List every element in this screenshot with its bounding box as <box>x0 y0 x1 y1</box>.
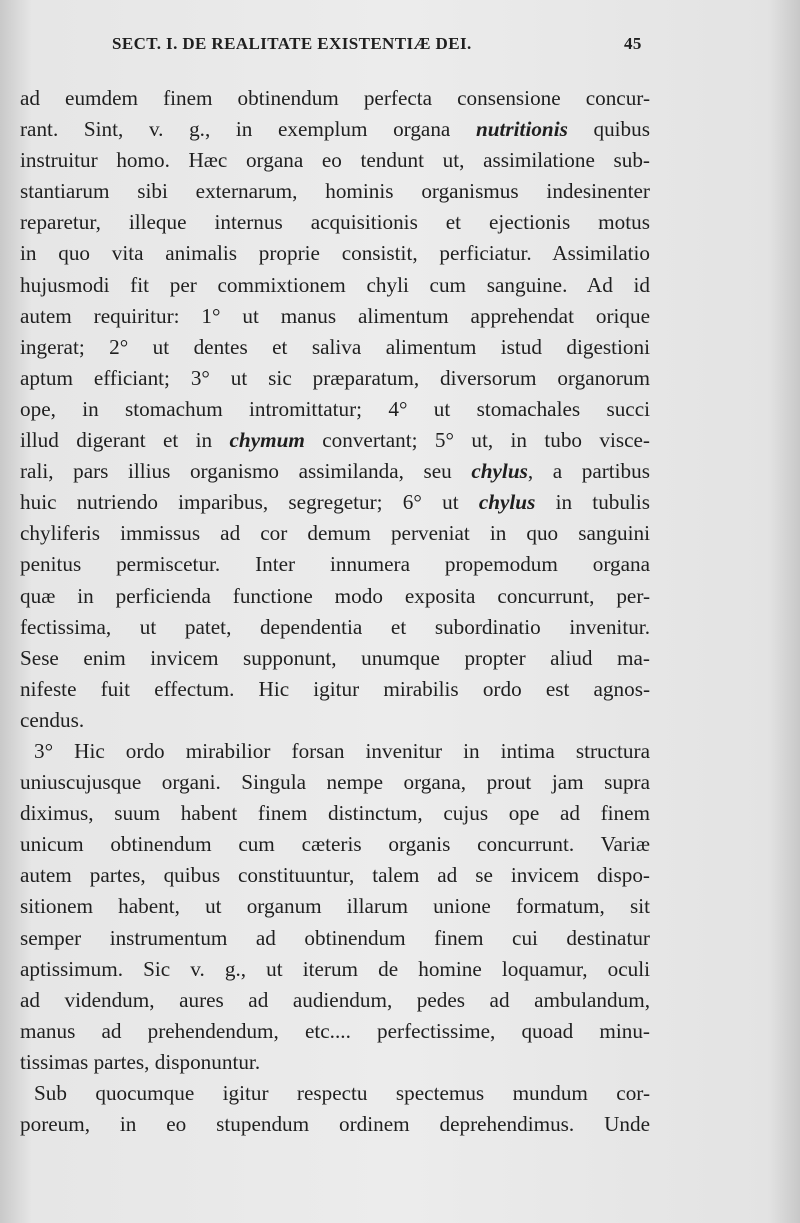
text-line: tissimas partes, disponuntur. <box>20 1049 261 1074</box>
text-line: Sub quocumque igitur respectu spectemus mundum cor- <box>34 1081 650 1105</box>
text-line: autem requiritur: 1° ut manus alimentum apprehendat orique <box>20 303 650 328</box>
text-line: illud digerant et in chymum convertant; 5° ut, in tubo visce- <box>20 428 650 453</box>
text-line: sitionem habent, ut organum illarum unione formatum, sit <box>20 894 650 919</box>
text-line: ad videndum, aures ad audiendum, pedes ad ambulandum, <box>20 987 650 1012</box>
text-line: ingerat; 2° ut dentes et saliva alimentum istud digestioni <box>20 334 650 359</box>
text-line: ope, in stomachum intromittatur; 4° ut stomachales succi <box>20 396 650 421</box>
running-title: SECT. I. DE REALITATE EXISTENTIÆ DEI. <box>112 34 472 53</box>
text-line: penitus permiscetur. Inter innumera propemodum organa <box>20 552 650 577</box>
text-line: stantiarum sibi externarum, hominis organismus indesinenter <box>20 179 650 204</box>
page-number: 45 <box>624 34 642 53</box>
text-line: ad eumdem finem obtinendum perfecta consensione concur- <box>20 86 650 110</box>
text-line: aptum efficiant; 3° ut sic præparatum, diversorum organorum <box>20 365 650 390</box>
text-line: reparetur, illeque internus acquisitionis et ejectionis motus <box>20 210 650 235</box>
text-line: rali, pars illius organismo assimilanda, seu chylus, a partibus <box>20 459 650 484</box>
text-line: nifeste fuit effectum. Hic igitur mirabilis ordo est agnos- <box>20 676 650 701</box>
text-line: fectissima, ut patet, dependentia et subordinatio invenitur. <box>20 614 650 639</box>
text-line: instruitur homo. Hæc organa eo tendunt ut, assimilatione sub- <box>20 148 650 173</box>
text-line: cendus. <box>20 707 85 732</box>
body-text <box>20 83 650 1140</box>
text-line: rant. Sint, v. g., in exemplum organa nutritionis quibus <box>20 117 650 142</box>
text-line: autem partes, quibus constituuntur, talem ad se invicem dispo- <box>20 863 650 888</box>
text-line: in quo vita animalis proprie consistit, perficiatur. Assimilatio <box>20 241 650 266</box>
text-line: semper instrumentum ad obtinendum finem cui destinatur <box>20 925 650 950</box>
text-line: poreum, in eo stupendum ordinem deprehendimus. Unde <box>20 1112 650 1137</box>
text-line: diximus, suum habent finem distinctum, cujus ope ad finem <box>20 801 650 826</box>
text-line: huic nutriendo imparibus, segregetur; 6° ut chylus in tubulis <box>20 490 650 515</box>
text-line: Sese enim invicem supponunt, unumque propter aliud ma- <box>20 645 650 670</box>
text-line: aptissimum. Sic v. g., ut iterum de homine loquamur, oculi <box>20 956 650 981</box>
text-line: hujusmodi fit per commixtionem chyli cum sanguine. Ad id <box>20 272 650 297</box>
text-line: uniuscujusque organi. Singula nempe organa, prout jam supra <box>20 770 650 795</box>
text-line: chyliferis immissus ad cor demum perveniat in quo sanguini <box>20 521 650 546</box>
text-line: 3° Hic ordo mirabilior forsan invenitur in intima structura <box>34 738 650 763</box>
text-line: manus ad prehendendum, etc.... perfectissime, quoad minu- <box>20 1018 650 1043</box>
text-line: quæ in perficienda functione modo exposita concurrunt, per- <box>20 583 650 608</box>
text-line: unicum obtinendum cum cæteris organis concurrunt. Variæ <box>20 832 650 857</box>
